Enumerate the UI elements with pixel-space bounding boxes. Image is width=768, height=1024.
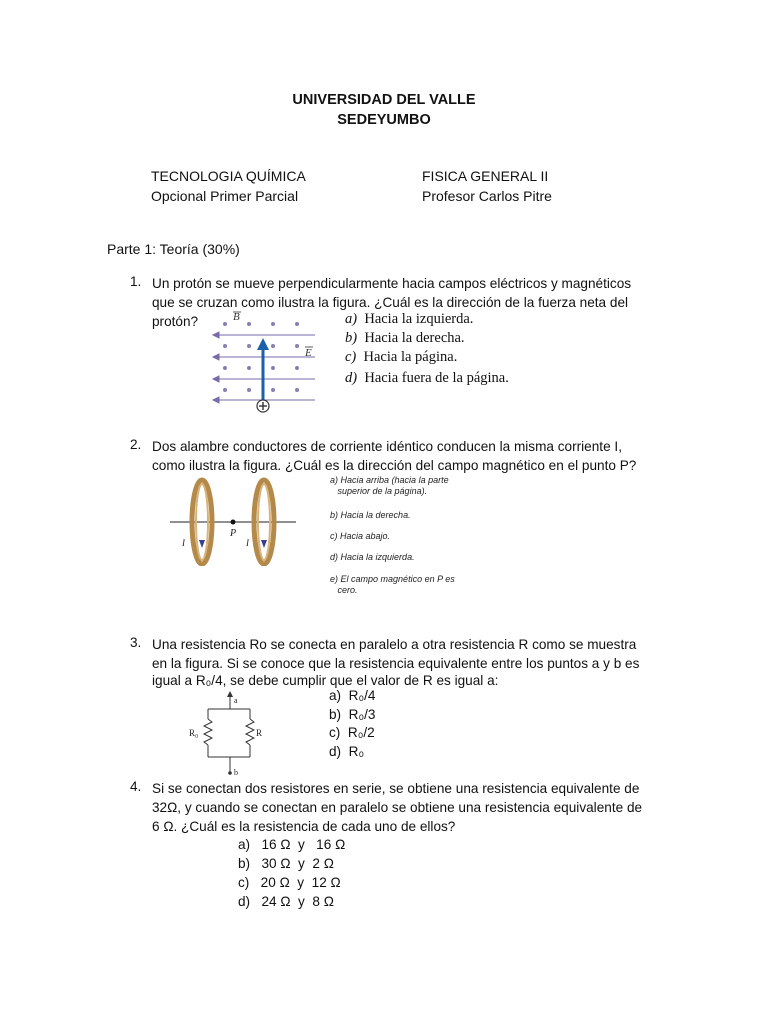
q4-option-b[interactable]: b) 30 Ω y 2 Ω: [238, 856, 334, 871]
q3-circuit-figure: [186, 689, 270, 777]
q1-number: 1.: [130, 274, 142, 289]
q2-option-c[interactable]: c) Hacia abajo.: [330, 531, 391, 541]
program-name: TECNOLOGIA QUÍMICA: [151, 168, 306, 184]
q3-option-d[interactable]: d) R₀: [329, 744, 365, 759]
b-label: B: [233, 311, 240, 323]
q2-option-e[interactable]: e) El campo magnético en P es cero.: [330, 574, 455, 595]
q2-option-a[interactable]: a) Hacia arriba (hacia la parte superior de la página).: [330, 475, 449, 496]
q1-field-figure: [205, 310, 323, 416]
svg-text:b: b: [234, 768, 238, 777]
svg-text:R₀: R₀: [189, 728, 199, 738]
q1-line3: protón?: [152, 314, 199, 329]
university-title: UNIVERSIDAD DEL VALLE: [292, 92, 476, 108]
q4-line2: 32Ω, y cuando se conectan en paralelo se obtiene una resistencia equivalente de: [152, 800, 643, 815]
q3-line3: igual a R₀/4, se debe cumplir que el valor de R es igual a:: [152, 673, 499, 688]
q3-option-a[interactable]: a) R₀/4: [329, 688, 376, 703]
q4-line3: 6 Ω. ¿Cuál es la resistencia de cada uno de ellos?: [152, 819, 456, 834]
q4-option-d[interactable]: d) 24 Ω y 8 Ω: [238, 894, 334, 909]
q2-option-b[interactable]: b) Hacia la derecha.: [330, 510, 411, 520]
q3-option-b[interactable]: b) R₀/3: [329, 707, 376, 722]
q4-option-a[interactable]: a) 16 Ω y 16 Ω: [238, 837, 346, 852]
q2-line2: como ilustra la figura. ¿Cuál es la dirección del campo magnético en el punto P?: [152, 458, 637, 473]
exam-name: Opcional Primer Parcial: [151, 188, 299, 204]
section-title: Parte 1: Teoría (30%): [107, 241, 240, 257]
svg-text:R: R: [256, 728, 263, 738]
svg-text:I: I: [182, 538, 185, 548]
q2-line1: Dos alambre conductores de corriente idéntico conducen la misma corriente I,: [152, 439, 622, 454]
q1-option-a[interactable]: a) Hacia la izquierda.: [345, 311, 474, 327]
q4-number: 4.: [130, 779, 142, 794]
q1-line2: que se cruzan como ilustra la figura. ¿Cuál es la dirección de la fuerza neta del: [152, 295, 629, 310]
svg-text:I: I: [246, 538, 249, 548]
q4-line1: Si se conectan dos resistores en serie, se obtiene una resistencia equivalente de: [152, 781, 640, 796]
q1-option-d[interactable]: d) Hacia fuera de la página.: [345, 370, 509, 386]
q2-rings-figure: [168, 474, 298, 566]
q3-line1: Una resistencia Ro se conecta en paralelo a otra resistencia R como se muestra: [152, 637, 637, 652]
q3-number: 3.: [130, 635, 142, 650]
velocity-arrowhead: [257, 338, 269, 350]
q4-option-c[interactable]: c) 20 Ω y 12 Ω: [238, 875, 341, 890]
svg-text:a: a: [234, 696, 238, 705]
campus-title: SEDEYUMBO: [337, 112, 431, 128]
e-label: E: [305, 347, 312, 359]
q3-line2: en la figura. Si se conoce que la resistencia equivalente entre los puntos a y b es: [152, 656, 640, 671]
professor-name: Profesor Carlos Pitre: [422, 188, 552, 204]
q1-option-b[interactable]: b) Hacia la derecha.: [345, 330, 465, 346]
q2-number: 2.: [130, 437, 142, 452]
p-label: P: [230, 528, 237, 539]
q1-line1: Un protón se mueve perpendicularmente hacia campos eléctricos y magnéticos: [152, 276, 632, 291]
point-p: [231, 520, 236, 525]
q2-option-d[interactable]: d) Hacia la izquierda.: [330, 552, 415, 562]
q3-option-c[interactable]: c) R₀/2: [329, 725, 375, 740]
course-name: FISICA GENERAL II: [422, 168, 549, 184]
q1-option-c[interactable]: c) Hacia la página.: [345, 349, 458, 365]
